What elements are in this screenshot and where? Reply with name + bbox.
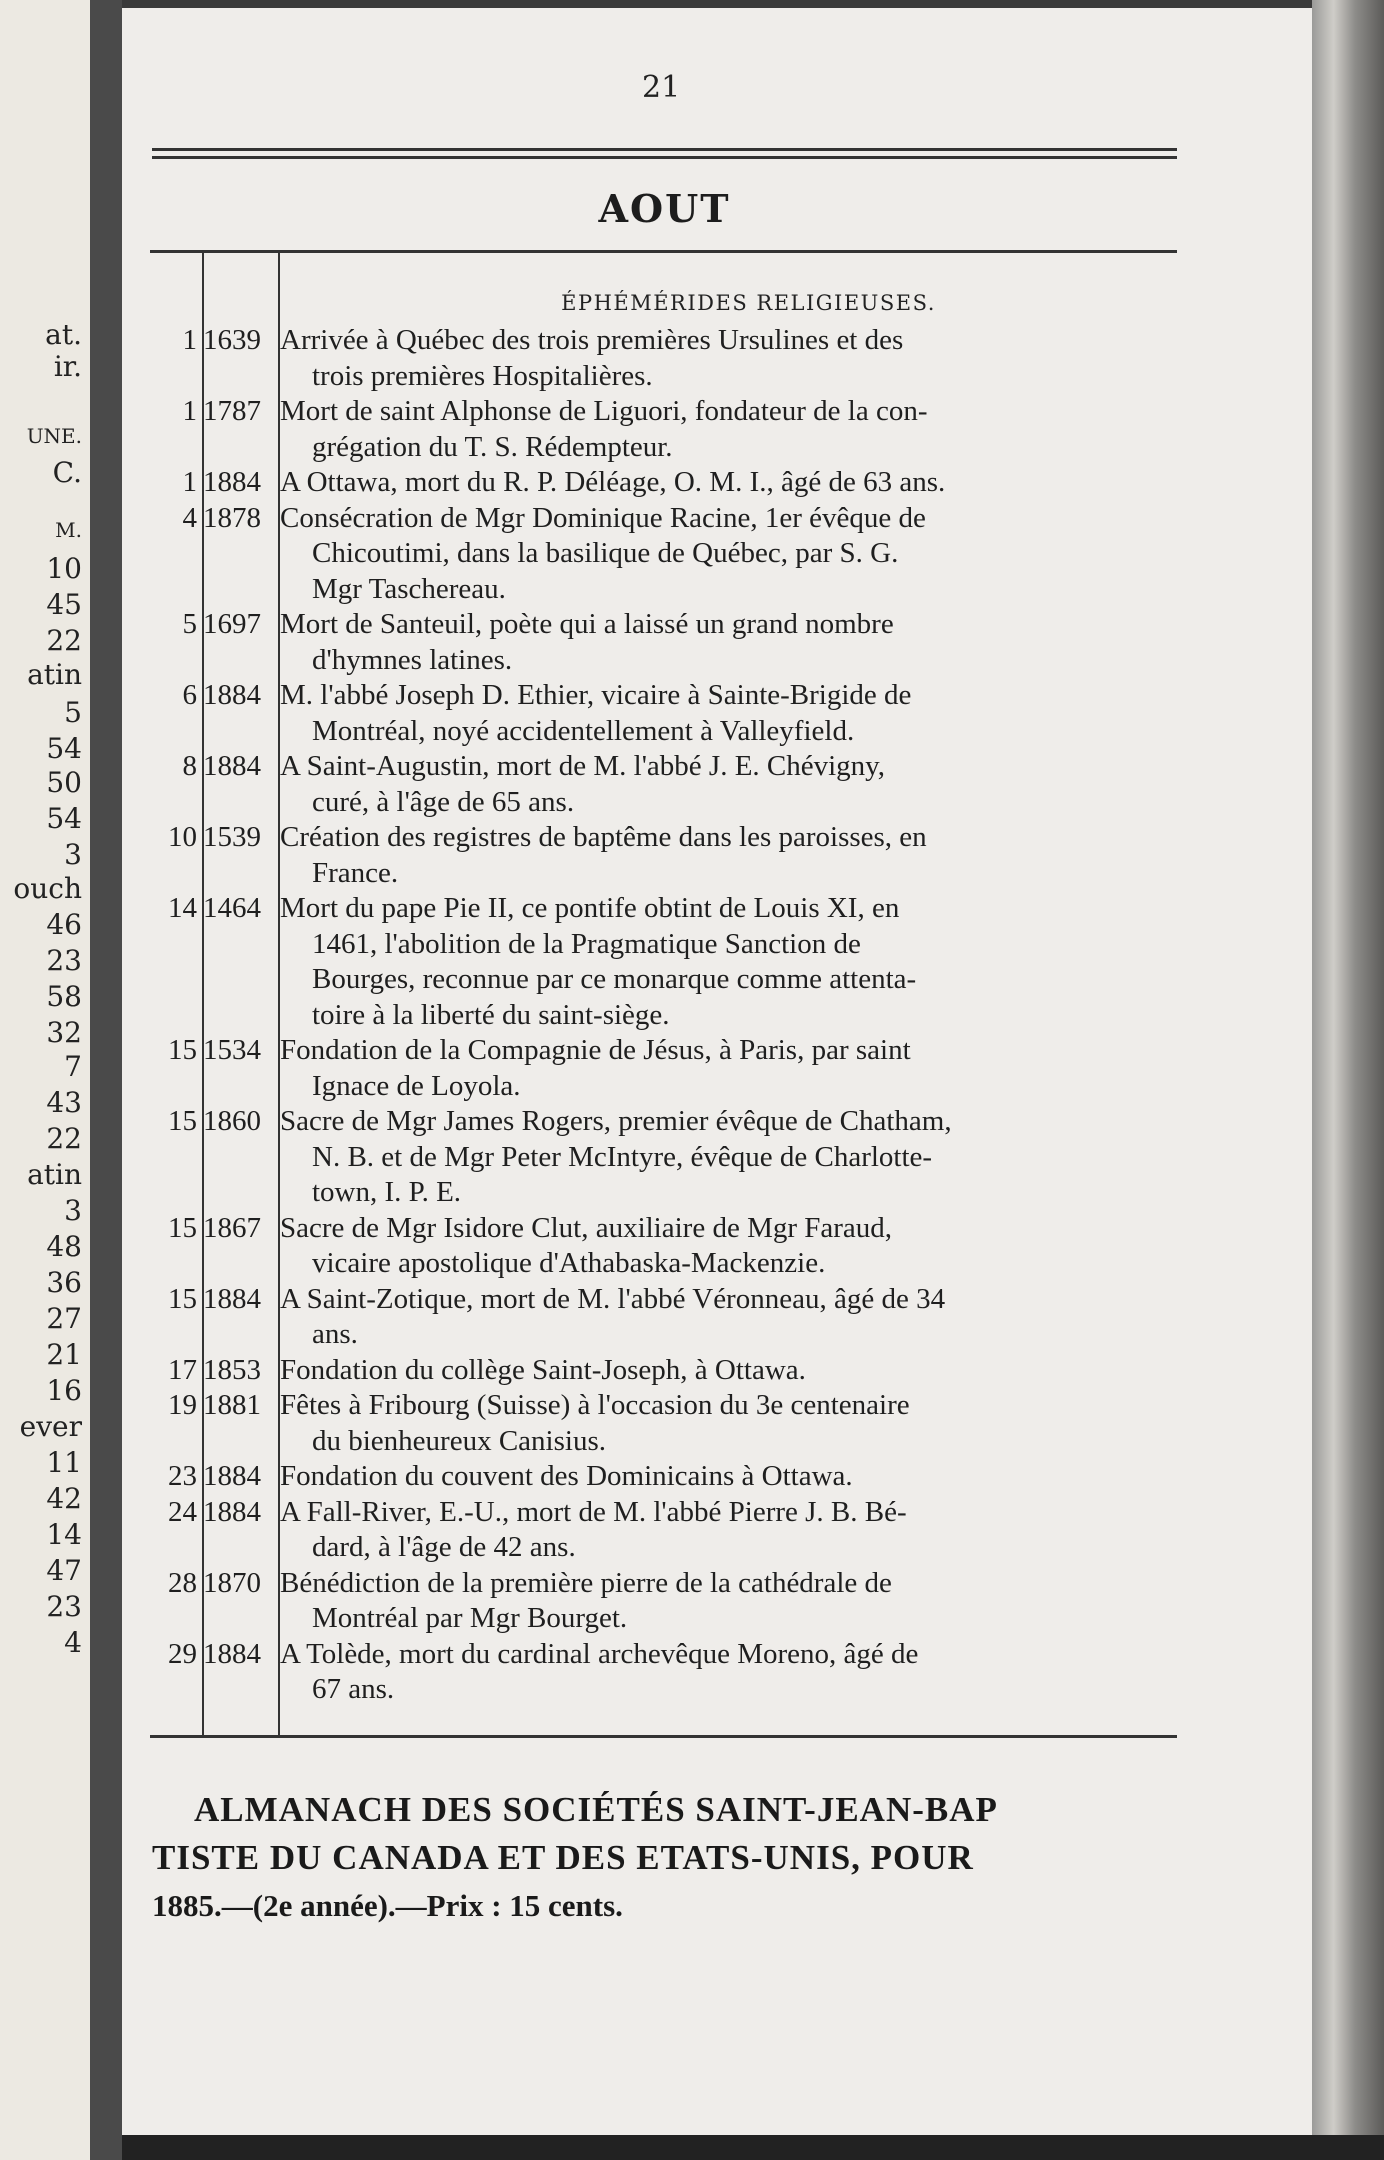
entry-day: 24 xyxy=(168,1495,197,1528)
left-page-fragment xyxy=(0,0,90,2160)
entry-year: 1697 xyxy=(203,608,261,640)
left-page-fragment-text: 10 xyxy=(46,552,82,585)
entry-text-line: Bénédiction de la première pierre de la cathédrale de xyxy=(280,1566,892,1599)
entry-day: 23 xyxy=(168,1460,197,1492)
left-page-fragment-text: 45 xyxy=(46,588,82,621)
left-page-fragment-text: 21 xyxy=(46,1338,82,1371)
entry-row xyxy=(150,891,1177,1033)
entry-row xyxy=(150,1104,1177,1211)
left-page-fragment-text: 27 xyxy=(46,1302,82,1335)
left-page-fragment-text: 46 xyxy=(46,908,82,941)
entry-text-line: Mort du pape Pie II, ce pontife obtint de Louis XI, en xyxy=(280,892,900,924)
entry-text-line: Fondation de la Compagnie de Jésus, à Paris, par saint xyxy=(280,1034,911,1066)
entry-row xyxy=(150,607,1177,678)
entry-year: 1870 xyxy=(203,1566,261,1599)
entry-text xyxy=(276,465,1176,501)
entry-row xyxy=(150,323,1177,394)
left-page-fragment-text: 23 xyxy=(46,1590,82,1623)
entry-text-line: Consécration de Mgr Dominique Racine, 1er évêque de xyxy=(280,501,926,534)
entry-row xyxy=(150,394,1177,465)
almanac-advert xyxy=(152,1786,1182,1930)
entry-year: 1787 xyxy=(203,395,261,427)
advert-line-1: ALMANACH DES SOCIÉTÉS SAINT-JEAN-BAP xyxy=(194,1790,998,1829)
entry-day: 19 xyxy=(168,1389,197,1421)
entry-text-line: vicaire apostolique d'Athabaska-Mackenzie. xyxy=(312,1247,826,1279)
left-page-fragment-text: 47 xyxy=(46,1554,82,1587)
entry-year: 1884 xyxy=(203,1637,261,1670)
entry-text-line: Ignace de Loyola. xyxy=(312,1069,521,1102)
entry-day: 15 xyxy=(168,1211,197,1244)
entry-text xyxy=(276,501,1176,608)
entry-text-line: town, I. P. E. xyxy=(312,1176,462,1208)
header-rule-bottom xyxy=(152,156,1177,159)
entry-text-line: Fêtes à Fribourg (Suisse) à l'occasion du 3e centenaire xyxy=(280,1389,910,1421)
left-page-fragment-text: 23 xyxy=(46,944,82,977)
entry-day: 10 xyxy=(168,821,197,853)
entry-text xyxy=(276,1495,1176,1566)
left-page-fragment-text: 58 xyxy=(46,980,82,1013)
left-page-fragment-text: 4 xyxy=(64,1626,82,1659)
entry-text-line: du bienheureux Canisius. xyxy=(312,1424,606,1457)
advert-line-3: 1885.—(2e année).—Prix : 15 cents. xyxy=(152,1888,623,1923)
entry-text-line: M. l'abbé Joseph D. Ethier, vicaire à Sainte-Brigide de xyxy=(280,679,912,711)
entry-text xyxy=(276,323,1176,394)
left-page-fragment-text: 54 xyxy=(46,732,82,765)
left-page-fragment-text: UNE. xyxy=(26,424,82,448)
entry-text-line: Chicoutimi, dans la basilique de Québec, par S. G. xyxy=(312,537,899,569)
entry-text xyxy=(276,891,1176,1033)
entry-text-line: Mort de saint Alphonse de Liguori, fondateur de la con- xyxy=(280,395,928,427)
entry-year: 1884 xyxy=(203,750,261,782)
entry-text-line: Fondation du couvent des Dominicains à Ottawa. xyxy=(280,1460,853,1492)
entry-text xyxy=(276,1104,1176,1211)
entry-row xyxy=(150,749,1177,820)
entry-text-line: Mort de Santeuil, poète qui a laissé un grand nombre xyxy=(280,608,894,640)
entry-row xyxy=(150,1388,1177,1459)
left-page-fragment-text: 22 xyxy=(46,624,82,657)
entry-day: 4 xyxy=(182,501,197,534)
entry-text-line: N. B. et de Mgr Peter McIntyre, évêque de Charlotte- xyxy=(312,1140,933,1173)
entry-day: 8 xyxy=(182,750,197,782)
entry-year: 1884 xyxy=(203,466,261,498)
left-page-fragment-text: 22 xyxy=(46,1122,82,1155)
bottom-shadow xyxy=(122,2135,1384,2160)
entry-row xyxy=(150,1495,1177,1566)
entry-text-line: Arrivée à Québec des trois premières Ursulines et des xyxy=(280,324,904,356)
month-title: AOUT xyxy=(598,186,731,231)
entry-row xyxy=(150,820,1177,891)
entry-text xyxy=(276,1566,1176,1637)
left-page-fragment-text: ever xyxy=(19,1410,82,1443)
left-page-fragment-text: 50 xyxy=(46,766,82,799)
section-heading: ÉPHÉMÉRIDES RELIGIEUSES. xyxy=(561,291,936,315)
entry-text-line: d'hymnes latines. xyxy=(312,643,513,676)
entry-day: 28 xyxy=(168,1566,197,1599)
left-page-fragment-text: 48 xyxy=(46,1230,82,1263)
entry-year: 1884 xyxy=(203,1495,261,1528)
book-gutter xyxy=(90,0,122,2160)
entry-day: 6 xyxy=(182,679,197,711)
left-page-fragment-text: 36 xyxy=(46,1266,82,1299)
entry-text xyxy=(276,607,1176,678)
entry-text-line: Sacre de Mgr James Rogers, premier évêque de Chatham, xyxy=(280,1105,952,1137)
entry-text-line: France. xyxy=(312,856,399,889)
page-number: 21 xyxy=(642,70,681,105)
page-edge xyxy=(1312,0,1384,2160)
left-page-fragment-text: ir. xyxy=(53,350,82,383)
page xyxy=(122,8,1312,2143)
entry-year: 1878 xyxy=(203,501,261,534)
entry-row xyxy=(150,1353,1177,1389)
entry-text-line: A Tolède, mort du cardinal archevêque Moreno, âgé de xyxy=(280,1637,919,1670)
entry-text xyxy=(276,1033,1176,1104)
entry-year: 1884 xyxy=(203,1460,261,1492)
entry-text xyxy=(276,1353,1176,1389)
entry-text xyxy=(276,749,1176,820)
entry-day: 15 xyxy=(168,1105,197,1137)
entry-day: 15 xyxy=(168,1282,197,1315)
entry-day: 29 xyxy=(168,1637,197,1670)
entry-text-line: toire à la liberté du saint-siège. xyxy=(312,998,670,1031)
entry-day: 17 xyxy=(168,1353,197,1386)
entry-text-line: Mgr Taschereau. xyxy=(312,572,506,605)
entry-text-line: 1461, l'abolition de la Pragmatique Sanction de xyxy=(312,927,861,960)
left-page-fragment-text: 3 xyxy=(64,838,82,871)
entry-text xyxy=(276,1211,1176,1282)
entry-text-line: A Saint-Zotique, mort de M. l'abbé Véronneau, âgé de 34 xyxy=(280,1282,946,1315)
advert-line-2: TISTE DU CANADA ET DES ETATS-UNIS, POUR xyxy=(152,1838,974,1877)
ephemerides-table xyxy=(150,250,1177,1738)
left-page-fragment-text: M. xyxy=(55,518,82,542)
entry-year: 1867 xyxy=(203,1211,261,1244)
left-page-fragment-text: at. xyxy=(45,318,82,351)
entry-text xyxy=(276,820,1176,891)
entry-year: 1884 xyxy=(203,679,261,711)
entry-year: 1639 xyxy=(203,324,261,356)
entry-year: 1853 xyxy=(203,1353,261,1386)
entry-text-line: 67 ans. xyxy=(312,1673,395,1705)
left-page-fragment-text: ouch xyxy=(13,872,82,905)
entry-year: 1539 xyxy=(203,821,261,853)
entry-text-line: Bourges, reconnue par ce monarque comme attenta- xyxy=(312,963,917,995)
entry-row xyxy=(150,678,1177,749)
left-page-fragment-text: atin xyxy=(27,1158,82,1191)
entry-text xyxy=(276,1637,1176,1708)
entry-row xyxy=(150,1566,1177,1637)
entry-day: 5 xyxy=(182,608,197,640)
entry-year: 1860 xyxy=(203,1105,261,1137)
entry-text-line: Montréal, noyé accidentellement à Valleyfield. xyxy=(312,714,855,747)
entry-year: 1534 xyxy=(203,1034,261,1066)
entry-text-line: ans. xyxy=(312,1318,358,1350)
entry-text-line: dard, à l'âge de 42 ans. xyxy=(312,1531,576,1563)
entry-text xyxy=(276,1282,1176,1353)
left-page-fragment-text: 16 xyxy=(46,1374,82,1407)
entry-text xyxy=(276,394,1176,465)
entries-list xyxy=(150,323,1177,1708)
left-page-fragment-text: 32 xyxy=(46,1016,82,1049)
entry-day: 1 xyxy=(182,324,197,356)
entry-text-line: curé, à l'âge de 65 ans. xyxy=(312,785,575,818)
entry-day: 1 xyxy=(182,395,197,427)
entry-row xyxy=(150,1211,1177,1282)
entry-text-line: Sacre de Mgr Isidore Clut, auxiliaire de Mgr Faraud, xyxy=(280,1211,893,1244)
entry-text-line: Montréal par Mgr Bourget. xyxy=(312,1602,628,1634)
entry-text-line: A Ottawa, mort du R. P. Déléage, O. M. I., âgé de 63 ans. xyxy=(280,466,946,498)
entry-text-line: Fondation du collège Saint-Joseph, à Ottawa. xyxy=(280,1353,806,1386)
entry-row xyxy=(150,1637,1177,1708)
left-page-fragment-text: 14 xyxy=(46,1518,82,1551)
entry-year: 1884 xyxy=(203,1282,261,1315)
header-rule-top xyxy=(152,148,1177,151)
entry-row xyxy=(150,501,1177,608)
entry-row xyxy=(150,1282,1177,1353)
left-page-fragment-text: 7 xyxy=(64,1050,82,1083)
entry-text-line: A Saint-Augustin, mort de M. l'abbé J. E. Chévigny, xyxy=(280,750,886,782)
entry-row xyxy=(150,465,1177,501)
entry-day: 15 xyxy=(168,1034,197,1066)
left-page-fragment-text: 5 xyxy=(64,696,82,729)
entry-text xyxy=(276,1388,1176,1459)
left-page-fragment-text: C. xyxy=(52,456,82,489)
entry-row xyxy=(150,1459,1177,1495)
entry-row xyxy=(150,1033,1177,1104)
left-page-fragment-text: 42 xyxy=(46,1482,82,1515)
entry-text xyxy=(276,678,1176,749)
entry-text-line: grégation du T. S. Rédempteur. xyxy=(312,430,673,463)
left-page-fragment-text: 11 xyxy=(46,1446,82,1479)
left-page-fragment-text: 43 xyxy=(46,1086,82,1119)
entry-text xyxy=(276,1459,1176,1495)
left-page-fragment-text: 54 xyxy=(46,802,82,835)
entry-year: 1464 xyxy=(203,892,261,924)
entry-day: 14 xyxy=(168,892,197,924)
entry-text-line: Création des registres de baptême dans les paroisses, en xyxy=(280,821,927,853)
left-page-fragment-text: 3 xyxy=(64,1194,82,1227)
entry-text-line: trois premières Hospitalières. xyxy=(312,359,653,392)
entry-day: 1 xyxy=(182,466,197,498)
entry-text-line: A Fall-River, E.-U., mort de M. l'abbé Pierre J. B. Bé- xyxy=(280,1495,907,1528)
entry-year: 1881 xyxy=(203,1389,261,1421)
left-page-fragment-text: atin xyxy=(27,658,82,691)
